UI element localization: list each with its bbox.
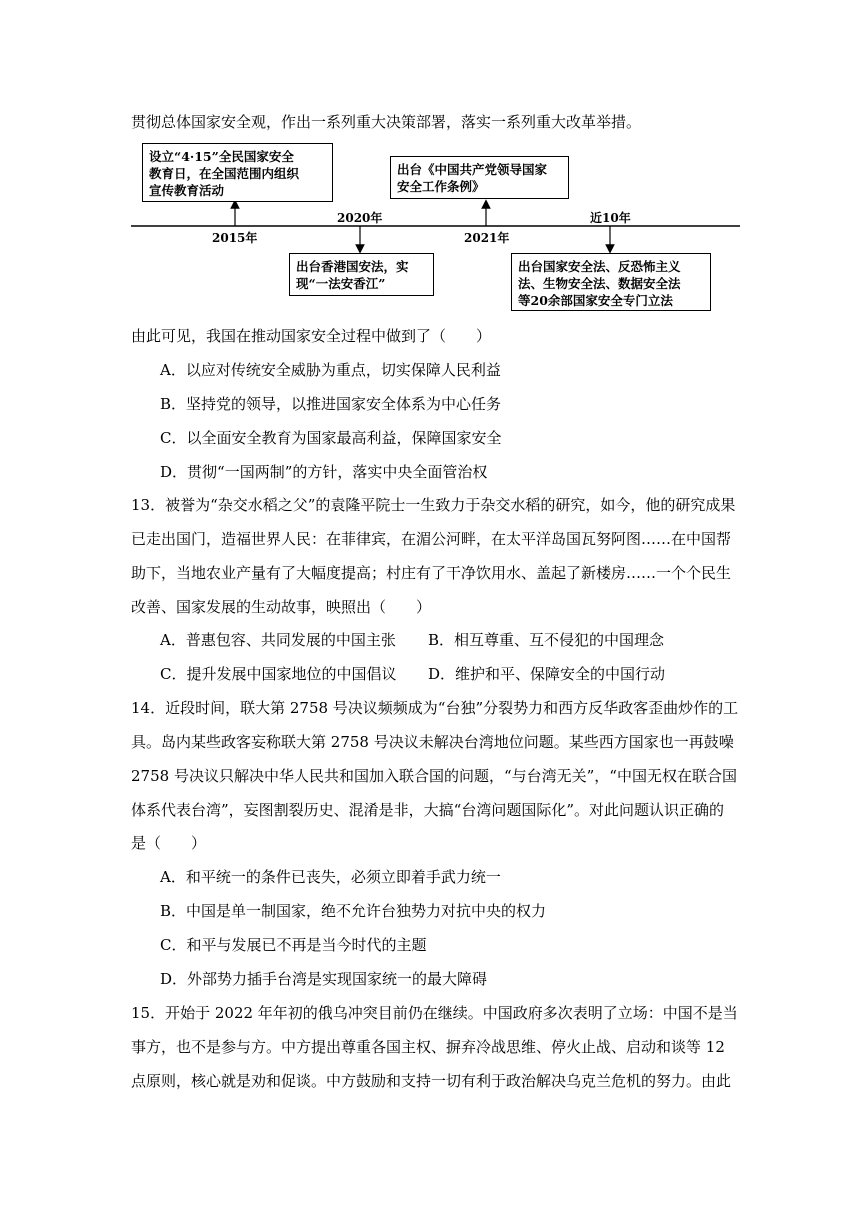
box-2015-line: 宣传教育活动: [149, 183, 225, 198]
box-2015-line: 教育日，在全国范围内组织: [149, 166, 300, 181]
q14-option-b: B．中国是单一制国家，绝不允许台独势力对抗中央的权力: [160, 902, 547, 920]
box-recent-line: 出台国家安全法、反恐怖主义: [518, 259, 681, 274]
q13-stem-line: 已走出国门，造福世界人民：在菲律宾，在湄公河畔，在太平洋岛国瓦努阿图……在中国帮: [131, 530, 732, 548]
box-recent-line: 法、生物安全法、数据安全法: [518, 276, 681, 291]
q12-option-b: B．坚持党的领导，以推进国家安全体系为中心任务: [160, 395, 502, 413]
q13-options-row-1: [160, 630, 664, 650]
year-2015: 2015年: [212, 231, 258, 245]
q14-stem-line: 14．近段时间，联大第 2758 号决议频频成为“台独”分裂势力和西方反华政客歪曲炒作的工: [131, 699, 739, 717]
q14-option-d: D．外部势力插手台湾是实现国家统一的最大障碍: [160, 970, 488, 988]
q15-stem-line: 点原则，核心就是劝和促谈。中方鼓励和支持一切有利于政治解决乌克兰危机的努力。由此: [131, 1072, 732, 1090]
q14-option-a: A．和平统一的条件已丧失，必须立即着手武力统一: [160, 868, 501, 886]
box-2015: [142, 143, 333, 202]
q15-stem-line: 15．开始于 2022 年年初的俄乌冲突目前仍在继续。中国政府多次表明了立场：中国不是当: [131, 1004, 738, 1022]
box-2021: [390, 156, 569, 199]
box-2020: [289, 253, 434, 296]
q13-stem-line: 改善、国家发展的生动故事，映照出（ ）: [131, 598, 432, 616]
q14-stem-line: 是（ ）: [131, 834, 207, 852]
q12-stem: 由此可见，我国在推动国家安全过程中做到了（ ）: [131, 327, 492, 345]
box-2021-line: 安全工作条例》: [397, 179, 485, 194]
box-2015-line: 设立“4·15”全民国家安全: [149, 149, 294, 164]
q12-option-d: D．贯彻“一国两制”的方针，落实中央全面管治权: [160, 463, 488, 481]
q14-stem-line: 具。岛内某些政客妄称联大第 2758 号决议未解决台湾地位问题。某些西方国家也一再鼓噪: [131, 733, 734, 751]
q13-option-c: C．提升发展中国家地位的中国倡议: [160, 665, 397, 683]
box-recent: [511, 253, 711, 311]
q13-option-b: B．相互尊重、互不侵犯的中国理念: [428, 631, 665, 649]
q14-stem-line: 2758 号决议只解决中华人民共和国加入联合国的问题，“与台湾无关”，“中国无权在联合国: [131, 767, 737, 785]
year-2020: 2020年: [337, 211, 383, 225]
q14-option-c: C．和平与发展已不再是当今时代的主题: [160, 936, 427, 954]
q13-stem-line: 助下，当地农业产量有了大幅度提高；村庄有了干净饮用水、盖起了新楼房……一个个民生: [131, 564, 732, 582]
box-2020-line: 现“一法安香江”: [296, 276, 386, 291]
box-recent-line: 等20余部国家安全专门立法: [518, 293, 673, 308]
q13-option-a: A．普惠包容、共同发展的中国主张: [160, 631, 396, 649]
q14-stem-line: 体系代表台湾”，妄图割裂历史、混淆是非，大搞“台湾问题国际化”。对此问题认识正确的: [131, 801, 725, 819]
q15-stem-line: 事方，也不是参与方。中方提出尊重各国主权、摒弃冷战思维、停火止战、启动和谈等 12: [131, 1038, 725, 1056]
q13-options-row-2: [160, 664, 665, 684]
box-2020-line: 出台香港国安法，实: [296, 259, 409, 274]
q12-option-c: C．以全面安全教育为国家最高利益，保障国家安全: [160, 429, 502, 447]
year-2021: 2021年: [464, 231, 510, 245]
intro-text: 贯彻总体国家安全观，作出一系列重大决策部署，落实一系列重大改革举措。: [131, 113, 642, 131]
q12-option-a: A．以应对传统安全威胁为重点，切实保障人民利益: [160, 361, 501, 379]
q13-option-d: D．维护和平、保障安全的中国行动: [428, 665, 666, 683]
year-recent: 近10年: [590, 211, 631, 225]
box-2021-line: 出台《中国共产党领导国家: [397, 162, 548, 177]
q13-stem-line: 13．被誉为“杂交水稻之父”的袁隆平院士一生致力于杂交水稻的研究，如今，他的研究成果: [131, 496, 736, 514]
